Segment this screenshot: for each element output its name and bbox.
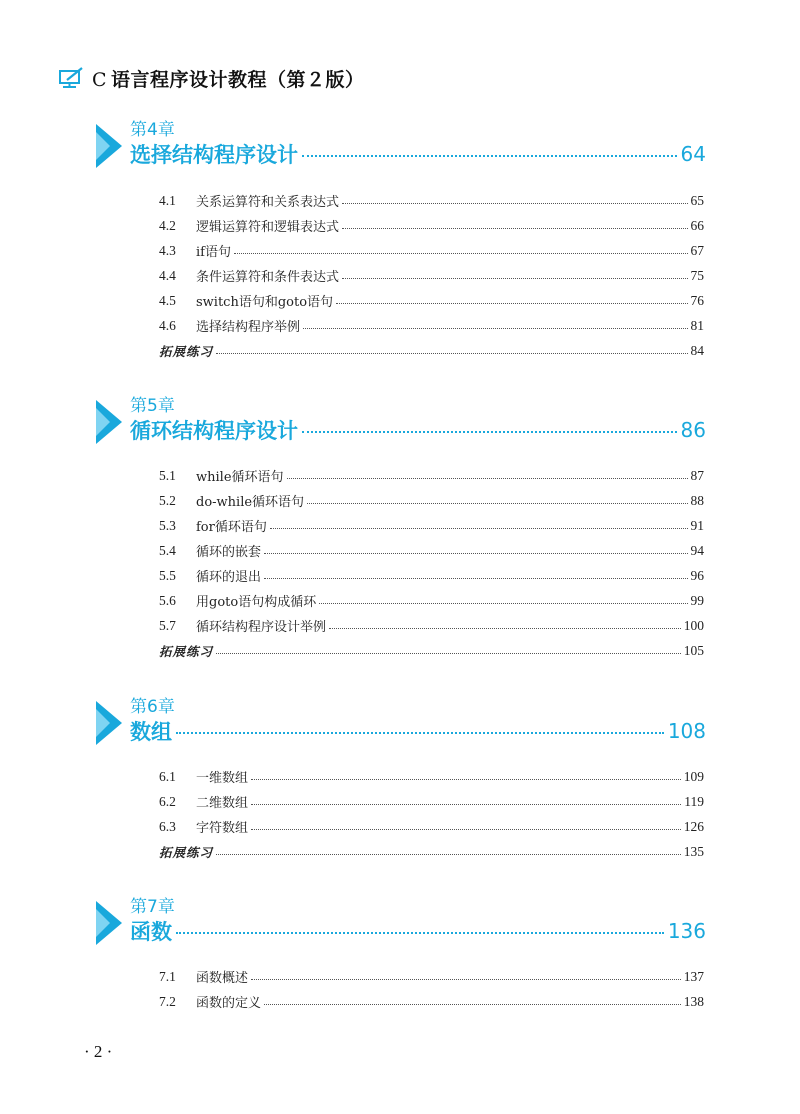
dot-leader	[251, 779, 681, 780]
section-title: 一维数组	[196, 771, 249, 786]
section-title: 二维数组	[196, 796, 249, 811]
dot-leader	[319, 603, 687, 604]
section-title: do-while循环语句	[196, 495, 305, 510]
toc-entry[interactable]	[159, 789, 704, 814]
section-number: 5.6	[159, 592, 176, 608]
section-number: 6.1	[159, 768, 176, 784]
chapter-number: 第7章	[130, 897, 175, 917]
dot-leader	[251, 804, 681, 805]
section-title: 循环的嵌套	[196, 545, 262, 560]
section-title: while循环语句	[196, 470, 284, 485]
section-title: 函数概述	[196, 971, 249, 986]
page-folio: · 2 ·	[84, 1042, 113, 1061]
page-number: 105	[683, 642, 704, 658]
section-number: 5.2	[159, 492, 176, 508]
section-title: 选择结构程序举例	[196, 320, 301, 335]
page-number: 99	[690, 592, 704, 608]
section-number: 4.2	[159, 217, 176, 233]
toc-entry[interactable]	[159, 538, 704, 563]
dot-leader	[251, 979, 681, 980]
dot-leader	[342, 203, 687, 204]
page-number: 126	[683, 818, 704, 834]
section-number: 4.1	[159, 192, 176, 208]
chapter-entry-list	[159, 463, 704, 663]
page-number: 65	[690, 192, 704, 208]
page-number: 87	[690, 467, 704, 483]
page-number: 76	[690, 292, 704, 308]
section-number: 5.3	[159, 517, 176, 533]
section-title: 循环的退出	[196, 570, 262, 585]
dot-leader	[234, 253, 688, 254]
toc-entry-exercises[interactable]	[159, 638, 704, 663]
dot-leader	[176, 932, 664, 934]
chapter-arrow-icon	[96, 400, 122, 444]
toc-entry[interactable]	[159, 313, 704, 338]
dot-leader	[216, 353, 687, 354]
dot-leader	[264, 578, 687, 579]
page-number: 119	[684, 793, 704, 809]
toc-entry[interactable]	[159, 563, 704, 588]
chapter-arrow-icon	[96, 901, 122, 945]
chapter-page: 136	[667, 919, 706, 943]
dot-leader	[287, 478, 688, 479]
section-title: if语句	[196, 245, 231, 260]
section-number: 6.3	[159, 818, 176, 834]
section-title: 字符数组	[196, 821, 249, 836]
page-number: 75	[690, 267, 704, 283]
section-number: 5.7	[159, 617, 176, 633]
toc-entry-exercises[interactable]	[159, 839, 704, 864]
chapter-entry-list	[159, 188, 704, 363]
toc-entry[interactable]	[159, 588, 704, 613]
page-number: 138	[683, 993, 704, 1009]
dot-leader	[342, 278, 687, 279]
section-number: 4.6	[159, 317, 176, 333]
chapter-entry-list	[159, 964, 704, 1014]
page-number: 94	[690, 542, 704, 558]
dot-leader	[342, 228, 687, 229]
toc-entry[interactable]	[159, 613, 704, 638]
toc-entry[interactable]	[159, 288, 704, 313]
chapter-page: 108	[667, 719, 706, 743]
chapter-title: 数组	[130, 720, 172, 744]
page-number: 66	[690, 217, 704, 233]
toc-entry[interactable]	[159, 463, 704, 488]
dot-leader	[251, 829, 681, 830]
section-title: 拓展练习	[159, 643, 214, 659]
toc-entry[interactable]	[159, 964, 704, 989]
chapter-title: 选择结构程序设计	[130, 143, 298, 167]
section-number: 5.4	[159, 542, 176, 558]
section-title: 用goto语句构成循环	[196, 595, 317, 610]
dot-leader	[270, 528, 688, 529]
section-title: 逻辑运算符和逻辑表达式	[196, 220, 340, 235]
toc-entry[interactable]	[159, 188, 704, 213]
section-title: 条件运算符和条件表达式	[196, 270, 340, 285]
chapter-title: 循环结构程序设计	[130, 419, 298, 443]
page-number: 91	[690, 517, 704, 533]
toc-entry[interactable]	[159, 814, 704, 839]
toc-entry[interactable]	[159, 513, 704, 538]
toc-entry[interactable]	[159, 764, 704, 789]
running-header	[58, 66, 365, 90]
chapter-page: 64	[680, 142, 706, 166]
chapter-entry-list	[159, 764, 704, 864]
section-title: 拓展练习	[159, 844, 214, 860]
chapter-number: 第4章	[130, 120, 175, 140]
section-number: 7.2	[159, 993, 176, 1009]
book-title: C 语言程序设计教程（第２版）	[92, 68, 365, 91]
page-number: 88	[690, 492, 704, 508]
dot-leader	[307, 503, 687, 504]
dot-leader	[264, 553, 687, 554]
toc-entry[interactable]	[159, 488, 704, 513]
page-number: 84	[690, 342, 704, 358]
section-number: 4.4	[159, 267, 176, 283]
page-number: 100	[683, 617, 704, 633]
section-title: 循环结构程序设计举例	[196, 620, 327, 635]
toc-entry[interactable]	[159, 263, 704, 288]
section-title: switch语句和goto语句	[196, 295, 334, 310]
section-number: 7.1	[159, 968, 176, 984]
toc-entry[interactable]	[159, 238, 704, 263]
dot-leader	[176, 732, 664, 734]
section-number: 5.5	[159, 567, 176, 583]
section-number: 6.2	[159, 793, 176, 809]
page-number: 67	[690, 242, 704, 258]
page-number: 96	[690, 567, 704, 583]
section-title: for循环语句	[196, 520, 267, 535]
chapter-title: 函数	[130, 920, 172, 944]
page-number: 81	[690, 317, 704, 333]
dot-leader	[303, 328, 687, 329]
chapter-page: 86	[680, 418, 706, 442]
section-number: 4.5	[159, 292, 176, 308]
page-number: 135	[683, 843, 704, 859]
toc-entry[interactable]	[159, 989, 704, 1014]
chapter-number: 第6章	[130, 697, 175, 717]
chapter-arrow-icon	[96, 701, 122, 745]
section-title: 拓展练习	[159, 343, 214, 359]
chapter-arrow-icon	[96, 124, 122, 168]
dot-leader	[264, 1004, 681, 1005]
chapter-number: 第5章	[130, 396, 175, 416]
dot-leader	[302, 155, 677, 157]
section-number: 5.1	[159, 467, 176, 483]
monitor-pen-icon	[58, 67, 84, 89]
toc-entry[interactable]	[159, 213, 704, 238]
dot-leader	[302, 431, 677, 433]
dot-leader	[336, 303, 687, 304]
section-title: 关系运算符和关系表达式	[196, 195, 340, 210]
page-number: 137	[683, 968, 704, 984]
page-number: 109	[683, 768, 704, 784]
section-number: 4.3	[159, 242, 176, 258]
toc-entry-exercises[interactable]	[159, 338, 704, 363]
dot-leader	[329, 628, 681, 629]
dot-leader	[216, 653, 681, 654]
dot-leader	[216, 854, 681, 855]
section-title: 函数的定义	[196, 996, 262, 1011]
